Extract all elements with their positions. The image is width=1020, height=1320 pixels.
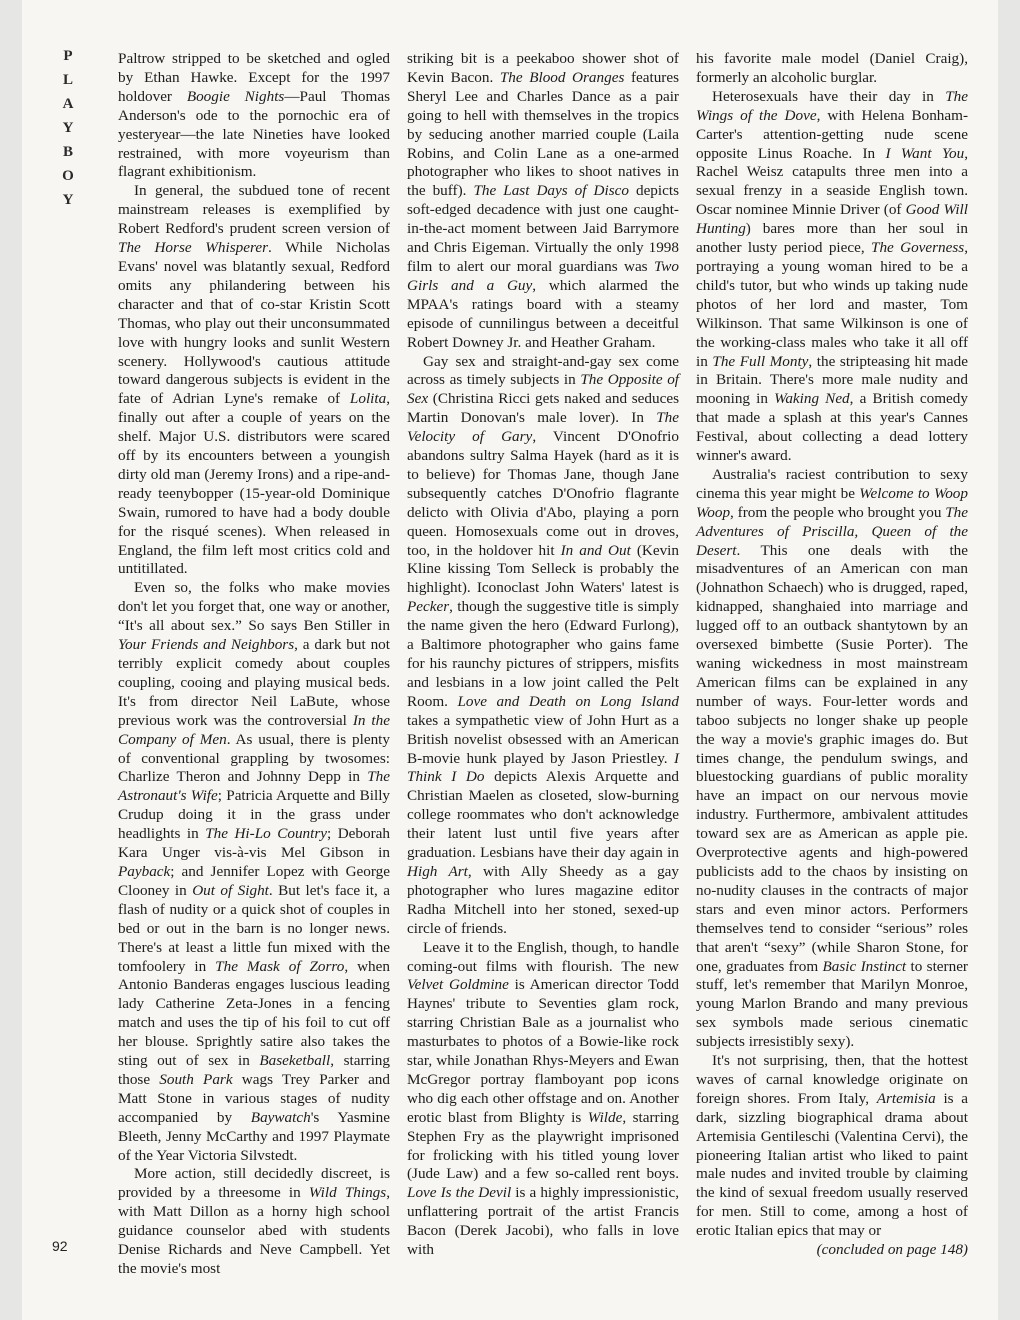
article-paragraph: In general, the subdued tone of recent mainstream releases is exemplified by Robert Redford's prudent screen version of The Horse Whisperer. While Nicholas Evans' novel was blatantly sexual, Redford omits any philandering between his character and that of co-star Kristin Scott Thomas, who play out their unconsummated love with hungry looks and sunlit Western scenery. Hollywood's cautious attitude toward dangerous subjects is evident in the fate of Adrian Lyne's remake of Lolita, finally out after a couple of years on the shelf. Major U.S. distributors were scared off by its encounters between a youngish dirty old man (Jeremy Irons) and a ripe-and-ready teenybopper (15-year-old Dominique Swain, rumored to have had a body double for the risqué scenes). When released in England, the film left most critics cold and untitillated. [118,182,390,578]
masthead-letter: P [63,48,73,64]
continuation-note: (concluded on page 148) [816,1241,968,1259]
masthead-letter: Y [62,192,74,208]
article-paragraph: More action, still decidedly discreet, is provided by a threesome in Wild Things, with Matt Dillon as a horny high school guidance counselor abed with students Denise Richards and Neve Campbell. Yet the movie's most [118,1165,390,1277]
text-column-3 [696,50,968,1260]
article-paragraph: his favorite male model (Daniel Craig), formerly an alcoholic burglar. [696,50,968,86]
article-paragraph: Australia's raciest contribution to sexy cinema this year might be Welcome to Woop Woop, from the people who brought you The Adventures of Priscilla, Queen of the Desert. This one deals with the misadventures of an American con man (Johnathon Schaech) who is drugged, raped, kidnapped, shanghaied into marriage and lugged off to an outback shantytown by an oversexed bimbette (Susie Porter). The waning wickedness in most mainstream American films can be explained in any number of ways. Four-letter words and taboo subjects no longer shake up people the way a movie's graphic images do. But times change, the pendulum swings, and bluestocking guardians of public morality have an impact on our nervous movie industry. Furthermore, ambivalent attitudes toward sex are as American as apple pie. Overprotective agents and high-powered publicists add to the chaos by insisting on no-nudity clauses in the contracts of major stars and even minor actors. Performers themselves tend to consider “serious” roles that aren't “sexy” (while Sharon Stone, for one, graduates from Basic Instinct to sterner stuff, let's remember that Marilyn Monroe, young Marlon Brando and many previous sex symbols made serious cinematic subjects irresistibly sexy). [696,465,968,1051]
article-paragraph: Paltrow stripped to be sketched and ogled by Ethan Hawke. Except for the 1997 holdover Boogie Nights—Paul Thomas Anderson's ode to the pornochic era of yesteryear—the late Nineties have looked restrained, with more voyeurism than flagrant exhibitionism. [118,50,390,181]
page-number: 92 [52,1238,68,1254]
article-paragraph: Gay sex and straight-and-gay sex come across as timely subjects in The Opposite of Sex (Christina Ricci gets naked and seduces Martin Donovan's male lover). In The Velocity of Gary, Vincent D'Onofrio abandons sultry Salma Hayek (hard as it is to believe) for Thomas Jane, though Jane subsequently catches D'Onofrio flagrante delicto with Olivia d'Abo, playing a porn queen. Homosexuals come out in droves, too, in the holdover hit In and Out (Kevin Kline kissing Tom Selleck is probably the highlight). Iconoclast John Waters' latest is Pecker, though the suggestive title is simply the name given the hero (Edward Furlong), a Baltimore photographer who gains fame for his raunchy pictures of strippers, misfits and lesbians in a low joint called the Pelt Room. Love and Death on Long Island takes a sympathetic view of John Hurt as a British novelist obsessed with an American B-movie hunk played by Jason Priestley. I Think I Do depicts Alexis Arquette and Christian Maelen as closeted, slow-burning college roommates who don't acknowledge their latent lust until five years after graduation. Lesbians have their day again in High Art, with Ally Sheedy as a gay photographer who lures magazine editor Radha Mitchell into her stoned, sexed-up circle of friends. [407,352,680,937]
text-column-1 [118,50,390,1279]
masthead-letter: B [62,144,73,160]
masthead-letter: O [62,168,74,184]
text-column-2 [407,50,679,1260]
masthead-letter: L [62,72,73,88]
article-paragraph: Leave it to the English, though, to handle coming-out films with flourish. The new Velvet Goldmine is American director Todd Haynes' tribute to Seventies glam rock, starring Christian Bale as a journalist who masturbates to photos of a Bowie-like rock star, while Jonathan Rhys-Meyers and Ewan McGregor portray flamboyant pop icons who dig each other offstage and on. Another erotic blast from Blighty is Wilde, starring Stephen Fry as the playwright imprisoned for frolicking with his titled young lover (Jude Law) and a few so-called rent boys. Love Is the Devil is a highly impressionistic, unflattering portrait of the artist Francis Bacon (Derek Jacobi), who falls in love with [407,938,679,1259]
masthead-letter: A [62,96,74,112]
article-paragraph: It's not surprising, then, that the hottest waves of carnal knowledge originate on foreign shores. From Italy, Artemisia is a dark, sizzling biographical drama about Artemisia Gentileschi (Valentina Cervi), the pioneering Italian artist who liked to paint male nudes and invited trouble by claiming the kind of sexual freedom usually reserved for men. Still to come, among a host of erotic Italian epics that may or [696,1052,969,1240]
magazine-page [22,0,998,1320]
article-paragraph: striking bit is a peekaboo shower shot of Kevin Bacon. The Blood Oranges features Sheryl Lee and Charles Dance as a pair going to hell with themselves in the tropics by seducing another married couple (Laila Robins, and Colin Lane as a one-armed photographer who likes to shoot natives in the buff). The Last Days of Disco depicts soft-edged decadence with just one caught-in-the-act moment between Jaid Barrymore and Chris Eigeman. Virtually the only 1998 film to alert our moral guardians was Two Girls and a Guy, which alarmed the MPAA's ratings board with a steamy episode of cunnilingus between a deceitful Robert Downey Jr. and Heather Graham. [407,50,680,351]
article-paragraph: Even so, the folks who make movies don't let you forget that, one way or another, “It's all about sex.” So says Ben Stiller in Your Friends and Neighbors, a dark but not terribly explicit comedy about couples coupling, cooing and playing musical beds. It's from director Neil LaBute, whose previous work was the controversial In the Company of Men. As usual, there is plenty of conventional grappling by twosomes: Charlize Theron and Johnny Depp in The Astronaut's Wife; Patricia Arquette and Billy Crudup doing it in the grass under headlights in The Hi-Lo Country; Deborah Kara Unger vis-à-vis Mel Gibson in Payback; and Jennifer Lopez with George Clooney in Out of Sight. But let's face it, a flash of nudity or a quick shot of couples in bed or out in the barn is no longer news. There's at least a little fun mixed with the tomfoolery in The Mask of Zorro, when Antonio Banderas engages luscious leading lady Catherine Zeta-Jones in a fencing match and uses the tip of his foil to cut off her blouse. Sprightly satire also takes the sting out of sex in Baseketball, starring those South Park wags Trey Parker and Matt Stone in various stages of nudity accompanied by Baywatch's Yasmine Bleeth, Jenny McCarthy and 1997 Playmate of the Year Victoria Silvstedt. [118,579,391,1164]
article-paragraph: Heterosexuals have their day in The Wings of the Dove, with Helena Bonham-Carter's attention-getting nude scene opposite Linus Roache. In I Want You, Rachel Weisz catapults three men into a sexual frenzy in a seaside English town. Oscar nominee Minnie Driver (of Good Will Hunting) bares more than her soul in another lusty period piece, The Governess, portraying a young woman hired to be a child's tutor, but who winds up taking nude photos of her lord and master, Tom Wilkinson. That same Wilkinson is one of the working-class males who take it all off in The Full Monty, the stripteasing hit made in Britain. There's more male nudity and mooning in Waking Ned, a British comedy that made a splash at this year's Cannes Festival, about collecting a dead lottery winner's award. [696,87,969,465]
masthead-letter: Y [62,120,74,136]
masthead-vertical [58,44,78,212]
